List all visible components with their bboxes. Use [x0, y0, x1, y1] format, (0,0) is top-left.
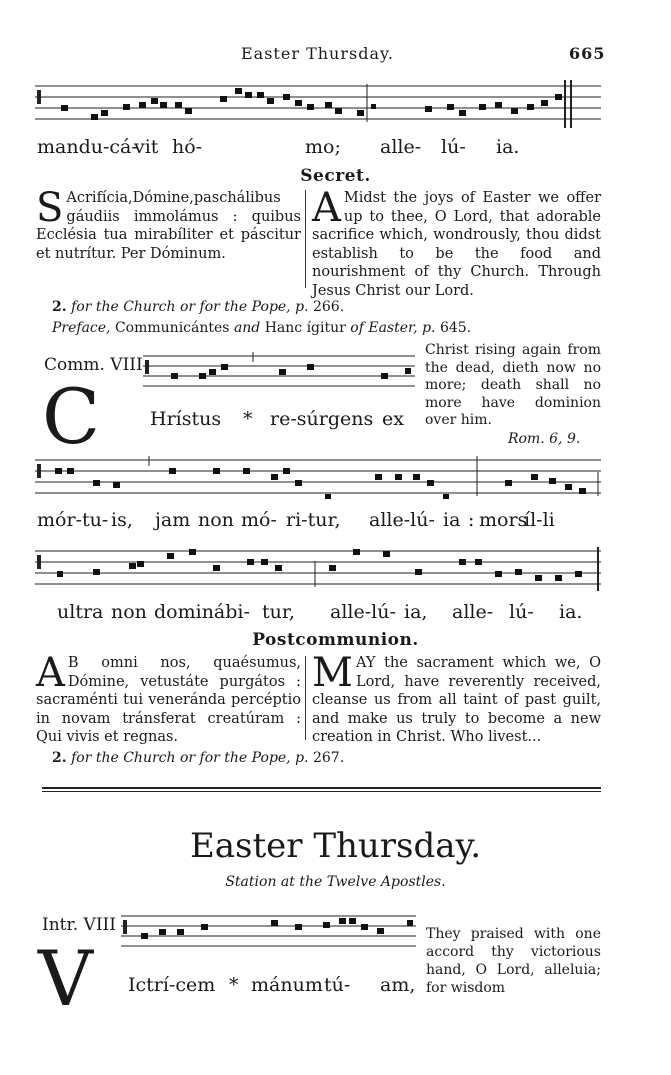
lyric-syllable: ultra — [57, 601, 104, 623]
secret-heading: Secret. — [300, 166, 371, 186]
postcommunion-heading: Postcommunion. — [252, 630, 419, 650]
drop-cap: M — [312, 650, 353, 696]
lyric-syllable: Ictrí-cem — [128, 974, 216, 996]
lyric-syllable: ex — [382, 408, 404, 430]
lyric-syllable: am, — [380, 974, 416, 996]
lyric-syllable: ia. — [559, 601, 583, 623]
commemoration-note: 2. for the Church or for the Pope, p. 267. — [52, 750, 345, 766]
secret-english-text: Midst the joys of Easter we offer up to thee, O Lord, that adorable sacrifice which, wondrously, thou didst establish to be the food and nourishment of thy Church. Through Jesus Christ our Lord. — [312, 190, 601, 299]
chant-staff-1 — [35, 80, 601, 132]
lyric-syllable: mors — [479, 509, 528, 531]
lyric-syllable: is, — [111, 509, 133, 531]
lyric-syllable: ri-tur, — [286, 509, 341, 531]
lyric-syllable: Hrístus — [150, 408, 222, 430]
lyric-syllable: lú- — [441, 136, 466, 158]
lyric-syllable: íl-li — [524, 509, 555, 531]
lyric-syllable: mandu-cá- — [37, 136, 138, 158]
lyric-syllable: mánum — [251, 974, 323, 996]
lyric-syllable: lú- — [509, 601, 534, 623]
introit-english: They praised with one accord thy victorious hand, O Lord, alleluia; for wisdom — [426, 926, 601, 996]
lyric-syllable: ia, — [404, 601, 428, 623]
introit-staff — [121, 912, 416, 952]
lyric-syllable: hó- — [172, 136, 203, 158]
introit-mode: Intr. VIII — [42, 915, 116, 935]
chant-staff-3 — [35, 547, 601, 599]
chant-1-lyrics — [37, 136, 577, 160]
preface-note: Preface, Communicántes and Hanc ígitur of Easter, p. 645. — [52, 320, 472, 336]
chant-2-lyrics — [37, 509, 577, 533]
column-divider — [305, 190, 306, 288]
drop-cap-c: C — [42, 372, 101, 461]
lyric-syllable: ia. — [496, 136, 520, 158]
section-rule — [42, 791, 601, 792]
feast-title: Easter Thursday. — [189, 826, 482, 866]
introit-first-line — [128, 974, 418, 998]
lyric-syllable: tur, — [262, 601, 295, 623]
lyric-syllable: mo; — [305, 136, 341, 158]
lyric-syllable: re-súrgens — [270, 408, 374, 430]
communion-staff — [143, 352, 415, 392]
secret-latin — [36, 185, 301, 263]
lyric-syllable: vit — [134, 136, 159, 158]
running-title: Easter Thursday. — [241, 44, 394, 63]
commemoration-note: 2. for the Church or for the Pope, p. 266. — [52, 299, 345, 315]
communion-english: Christ rising again from the dead, dieth now no more; death shall no more have dominion over him. — [425, 342, 601, 428]
communion-mode: Comm. VIII — [44, 355, 143, 375]
communion-first-line — [150, 408, 415, 432]
lyric-syllable: mór-tu- — [37, 509, 109, 531]
lyric-syllable: * — [243, 408, 253, 430]
secret-latin-text: Acrifícia,Dómine,paschálibus gáudiis immolámus : quibus Ecclésia tua mirabíliter et páscitur et nutrítur. Per Dóminum. — [36, 190, 301, 262]
secret-english — [312, 185, 601, 300]
scripture-reference: Rom. 6, 9. — [508, 431, 581, 447]
drop-cap: A — [312, 185, 341, 231]
column-divider — [305, 656, 306, 740]
lyric-syllable: tú- — [324, 974, 351, 996]
lyric-syllable: : — [468, 509, 475, 531]
postcommunion-english-text: AY the sacrament which we, O Lord, have reverently received, cleanse us from all taint of past guilt, and make us truly to become a new creation in Christ. Who livest... — [312, 655, 601, 745]
postcommunion-latin-text: B omni nos, quaésumus, Dómine, vetustáte purgátos : sacraménti tui veneránda percéptio in novam tránsferat creatúram : Qui vivis et regnas. — [36, 655, 301, 745]
lyric-syllable: non — [111, 601, 147, 623]
drop-cap: A — [36, 650, 65, 696]
lyric-syllable: dominábi- — [154, 601, 250, 623]
lyric-syllable: alle-lú- — [330, 601, 396, 623]
lyric-syllable: mó- — [241, 509, 277, 531]
lyric-syllable: non — [198, 509, 234, 531]
drop-cap: S — [36, 185, 64, 231]
station-line: Station at the Twelve Apostles. — [225, 874, 446, 890]
lyric-syllable: alle-lú- — [369, 509, 435, 531]
chant-staff-2 — [35, 456, 601, 508]
drop-cap-v: V — [38, 934, 93, 1023]
lyric-syllable: ia — [443, 509, 461, 531]
lyric-syllable: * — [229, 974, 239, 996]
chant-3-lyrics — [57, 601, 597, 625]
lyric-syllable: alle- — [380, 136, 422, 158]
lyric-syllable: jam — [155, 509, 191, 531]
postcommunion-english — [312, 650, 601, 747]
postcommunion-latin — [36, 650, 301, 747]
section-rule — [42, 787, 601, 789]
page-number: 665 — [569, 44, 606, 63]
lyric-syllable: alle- — [452, 601, 494, 623]
